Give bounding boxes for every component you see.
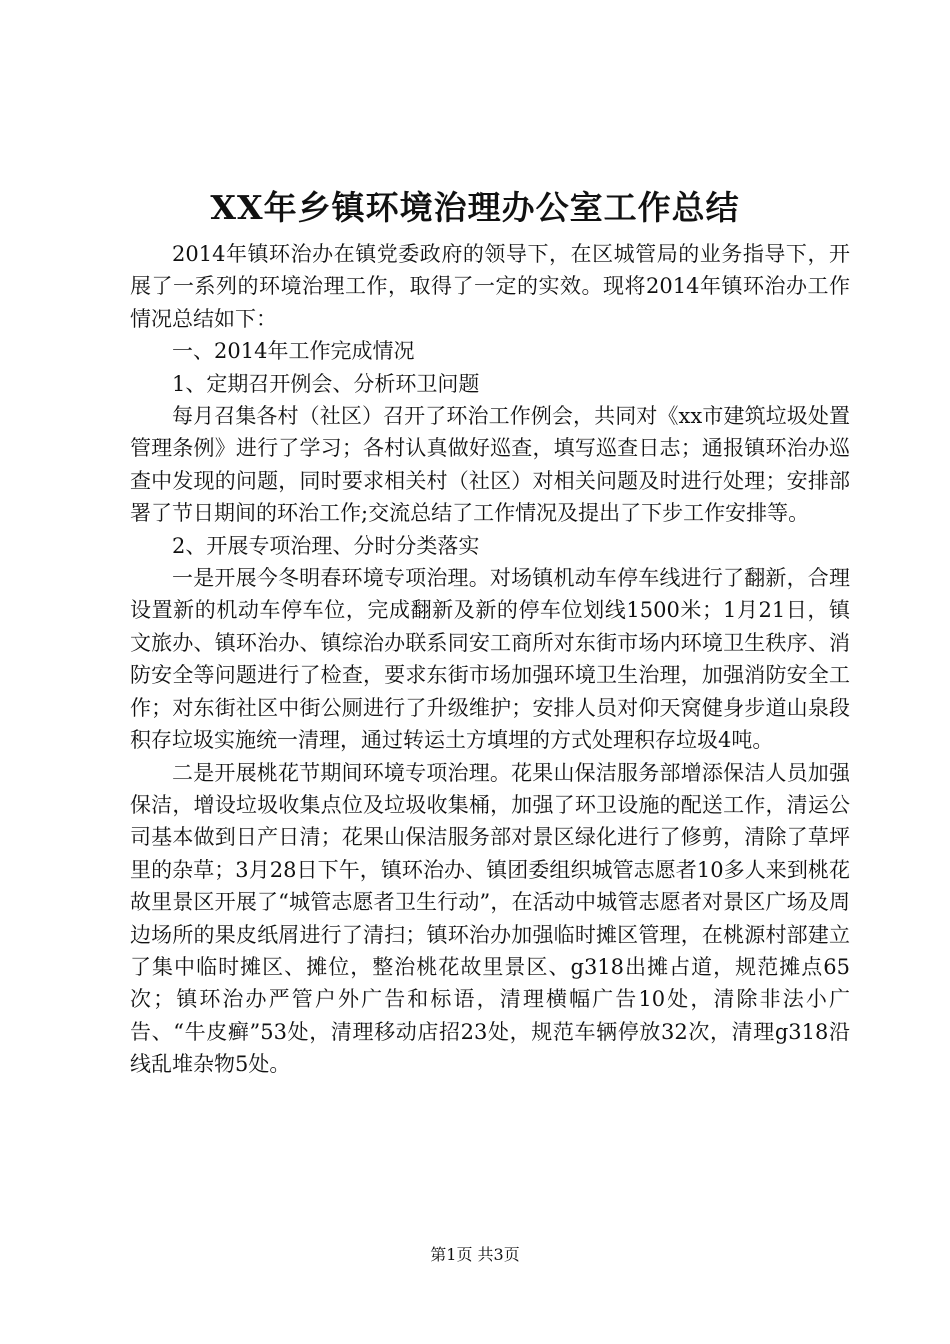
section-heading: 一、2014年工作完成情况 [172, 339, 415, 364]
body-paragraph-1: 每月召集各村（社区）召开了环治工作例会，共同对《xx市建筑垃圾处置管理条例》进行了学习；各村认真做好巡查，填写巡查日志；通报镇环治办巡查中发现的问题，同时要求相关村（社区）对相关问题及时进行处理；安排部署了节日期间的环治工作;交流总结了工作情况及提出了下步工作安排等。 [130, 404, 850, 526]
subsection-heading-2: 2、开展专项治理、分时分类落实 [172, 533, 480, 558]
intro-paragraph: 2014年镇环治办在镇党委政府的领导下，在区城管局的业务指导下，开展了一系列的环境治理工作，取得了一定的实效。现将2014年镇环治办工作情况总结如下： [130, 242, 850, 331]
body-paragraph-3: 二是开展桃花节期间环境专项治理。花果山保洁服务部增添保洁人员加强保洁，增设垃圾收集点位及垃圾收集桶，加强了环卫设施的配送工作，清运公司基本做到日产日清；花果山保洁服务部对景区绿化进行了修剪，清除了草坪里的杂草；3月28日下午，镇环治办、镇团委组织城管志愿者10多人来到桃花故里景区开展了“城管志愿者卫生行动”，在活动中城管志愿者对景区广场及周边场所的果皮纸屑进行了清扫；镇环治办加强临时摊区管理，在桃源村部建立了集中临时摊区、摊位，整治桃花故里景区、g318出摊占道，规范摊点65次；镇环治办严管户外广告和标语，清理横幅广告10处，清除非法小广告、“牛皮癣”53处，清理移动店招23处，规范车辆停放32次，清理g318沿线乱堆杂物5处。 [130, 760, 850, 1077]
subsection-heading-1: 1、定期召开例会、分析环卫问题 [172, 371, 480, 396]
document-body [130, 238, 850, 1081]
page-indicator: 第1页 共3页 [430, 1245, 520, 1264]
document-title: XX年乡镇环境治理办公室工作总结 [210, 188, 740, 227]
body-paragraph-2: 一是开展今冬明春环境专项治理。对场镇机动车停车线进行了翻新，合理设置新的机动车停车位，完成翻新及新的停车位划线1500米；1月21日，镇文旅办、镇环治办、镇综治办联系同安工商所对东街市场内环境卫生秩序、消防安全等问题进行了检查，要求东街市场加强环境卫生治理，加强消防安全工作；对东街社区中街公厕进行了升级维护；安排人员对仰天窝健身步道山泉段积存垃圾实施统一清理，通过转运土方填埋的方式处理积存垃圾4吨。 [130, 566, 850, 753]
